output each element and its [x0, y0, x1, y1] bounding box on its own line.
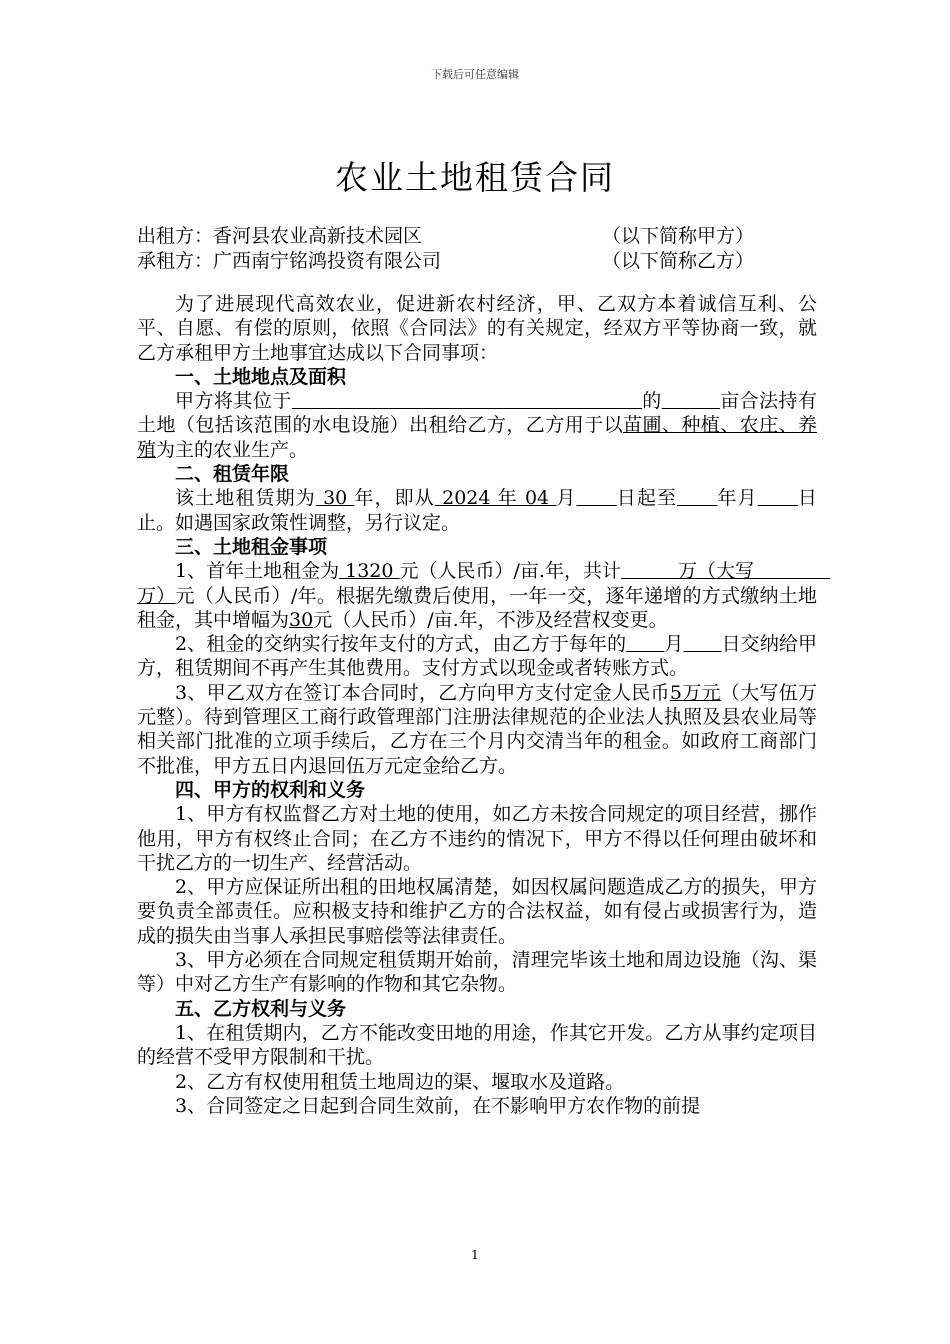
increase-amount: 30	[289, 608, 314, 631]
lessee-row	[137, 249, 817, 274]
total-blank: 万	[620, 560, 697, 583]
start-year: 2024	[434, 487, 498, 510]
text: 年，即从	[354, 487, 435, 510]
text: 年	[497, 487, 518, 510]
area-blank	[662, 390, 720, 412]
lessee-label: 承租方：	[137, 250, 214, 272]
section-3-paragraph-2	[137, 632, 817, 681]
location-blank	[292, 390, 642, 412]
text: 2、租金的交纳实行按年支付的方式，由乙方于每年的	[175, 633, 627, 656]
total-cn-blank: 万）	[137, 560, 831, 607]
text: 3、甲乙双方在签订本合同时，乙方向甲方支付定金人民币	[175, 681, 670, 704]
section-2-title: 二、租赁年限	[175, 463, 290, 486]
text: 亩合法持有土地（包括该范围的水电设施）出租给乙方，乙方用于以	[137, 390, 817, 437]
lessor-name: 香河县农业高新技术园区	[213, 225, 423, 247]
text: 元（人民币）/亩.年，不涉及经营权变更。	[313, 608, 668, 631]
text: 的	[642, 390, 662, 413]
text: 元（人民币）/年。根据先缴费后使用，一年一交，逐年递增的方式缴纳土地租金，其中增幅为	[137, 584, 817, 631]
section-5-paragraph-3: 3、合同签定之日起到合同生效前，在不影响甲方农作物的前提	[175, 1094, 701, 1117]
header-note: 下载后可任意编辑	[431, 68, 519, 81]
text: 日起至	[616, 487, 678, 510]
section-4-paragraph-2: 2、甲方应保证所出租的田地权属清楚，如因权属问题造成乙方的损失，甲方要负责全部责任。应积极支持和维护乙方的合法权益，如有侵占或损害行为，造成的损失由当事人承担民事赔偿等法律责任。	[137, 876, 817, 947]
deposit-amount: 5万元	[669, 681, 721, 704]
lessor	[137, 224, 422, 249]
section-4-paragraph-3: 3、甲方必须在合同规定租赁期开始前，清理完毕该土地和周边设施（沟、渠等）中对乙方生产有影响的作物和其它杂物。	[137, 949, 817, 996]
lessee-name: 广西南宁铭鸿投资有限公司	[213, 250, 442, 272]
rent-amount: 1320	[339, 560, 400, 583]
start-day-blank	[576, 487, 616, 509]
contract-body	[137, 292, 831, 1118]
section-1-paragraph	[137, 389, 817, 462]
parties-block	[137, 224, 817, 274]
lessor-note: （以下简称甲方）	[602, 225, 755, 247]
end-year-blank	[677, 487, 717, 509]
lessor-row	[137, 224, 817, 249]
text: 1、首年土地租金为	[175, 560, 340, 583]
section-3-paragraph-3	[137, 681, 817, 778]
section-4-title: 四、甲方的权利和义务	[175, 778, 366, 801]
text: 日止。如遇国家政策性调整，另行议定。	[137, 487, 817, 534]
section-1-title: 一、土地地点及面积	[175, 365, 347, 388]
section-2-paragraph	[137, 486, 817, 535]
text: （大写	[697, 560, 755, 583]
intro-paragraph: 为了进展现代高效农业，促进新农村经济，甲、乙双方本着诚信互利、公平、自愿、有偿的原则，依照《合同法》的有关规定，经双方平等协商一致，就乙方承租甲方土地事宜达成以下合同事项：	[137, 293, 817, 364]
document-title: 农业土地租赁合同	[335, 158, 615, 198]
page-number: 1	[471, 1248, 479, 1262]
text: 为主的农业生产。	[156, 438, 309, 461]
text: 该土地租赁期为	[175, 487, 316, 510]
section-5-paragraph-2: 2、乙方有权使用租赁土地周边的渠、堰取水及道路。	[175, 1070, 625, 1093]
end-day-blank	[758, 487, 798, 509]
land-use: 苗圃、种植、农庄、养殖	[137, 414, 817, 461]
lease-term: 30	[315, 487, 355, 510]
text: 元（人民币）/亩.年，共计	[399, 560, 621, 583]
text: 年月	[717, 487, 758, 510]
section-5-title: 五、乙方权利与义务	[175, 997, 347, 1020]
pay-month-blank	[626, 633, 664, 655]
text: 月	[556, 487, 577, 510]
section-3-title: 三、土地租金事项	[175, 535, 328, 558]
pay-day-blank	[683, 633, 721, 655]
section-3-paragraph-1	[137, 559, 831, 632]
section-4-paragraph-1: 1、甲方有权监督乙方对土地的使用，如乙方未按合同规定的项目经营，挪作他用，甲方有权终止合同；在乙方不违约的情况下，甲方不得以任何理由破坏和干扰乙方的一切生产、经营活动。	[137, 803, 817, 874]
section-5-paragraph-1: 1、在租赁期内，乙方不能改变田地的用途，作其它开发。乙方从事约定项目的经营不受甲方限制和干扰。	[137, 1021, 817, 1069]
text: 月	[664, 633, 684, 656]
start-month: 04	[517, 487, 557, 510]
text: （大写伍万元整）。待到管理区工商行政管理部门注册法律规范的企业法人执照及县农业局等相关部门批准的立项手续后，乙方在三个月内交清当年的租金。如政府工商部门不批准，甲方五日内退回伍万元定金给乙方。	[137, 681, 817, 777]
lessee	[137, 249, 441, 274]
lessor-label: 出租方：	[137, 225, 214, 247]
lessee-note: （以下简称乙方）	[602, 250, 755, 272]
text: 日交纳给甲方，租赁期间不再产生其他费用。支付方式以现金或者转账方式。	[137, 633, 817, 680]
text: 甲方将其位于	[175, 390, 292, 413]
